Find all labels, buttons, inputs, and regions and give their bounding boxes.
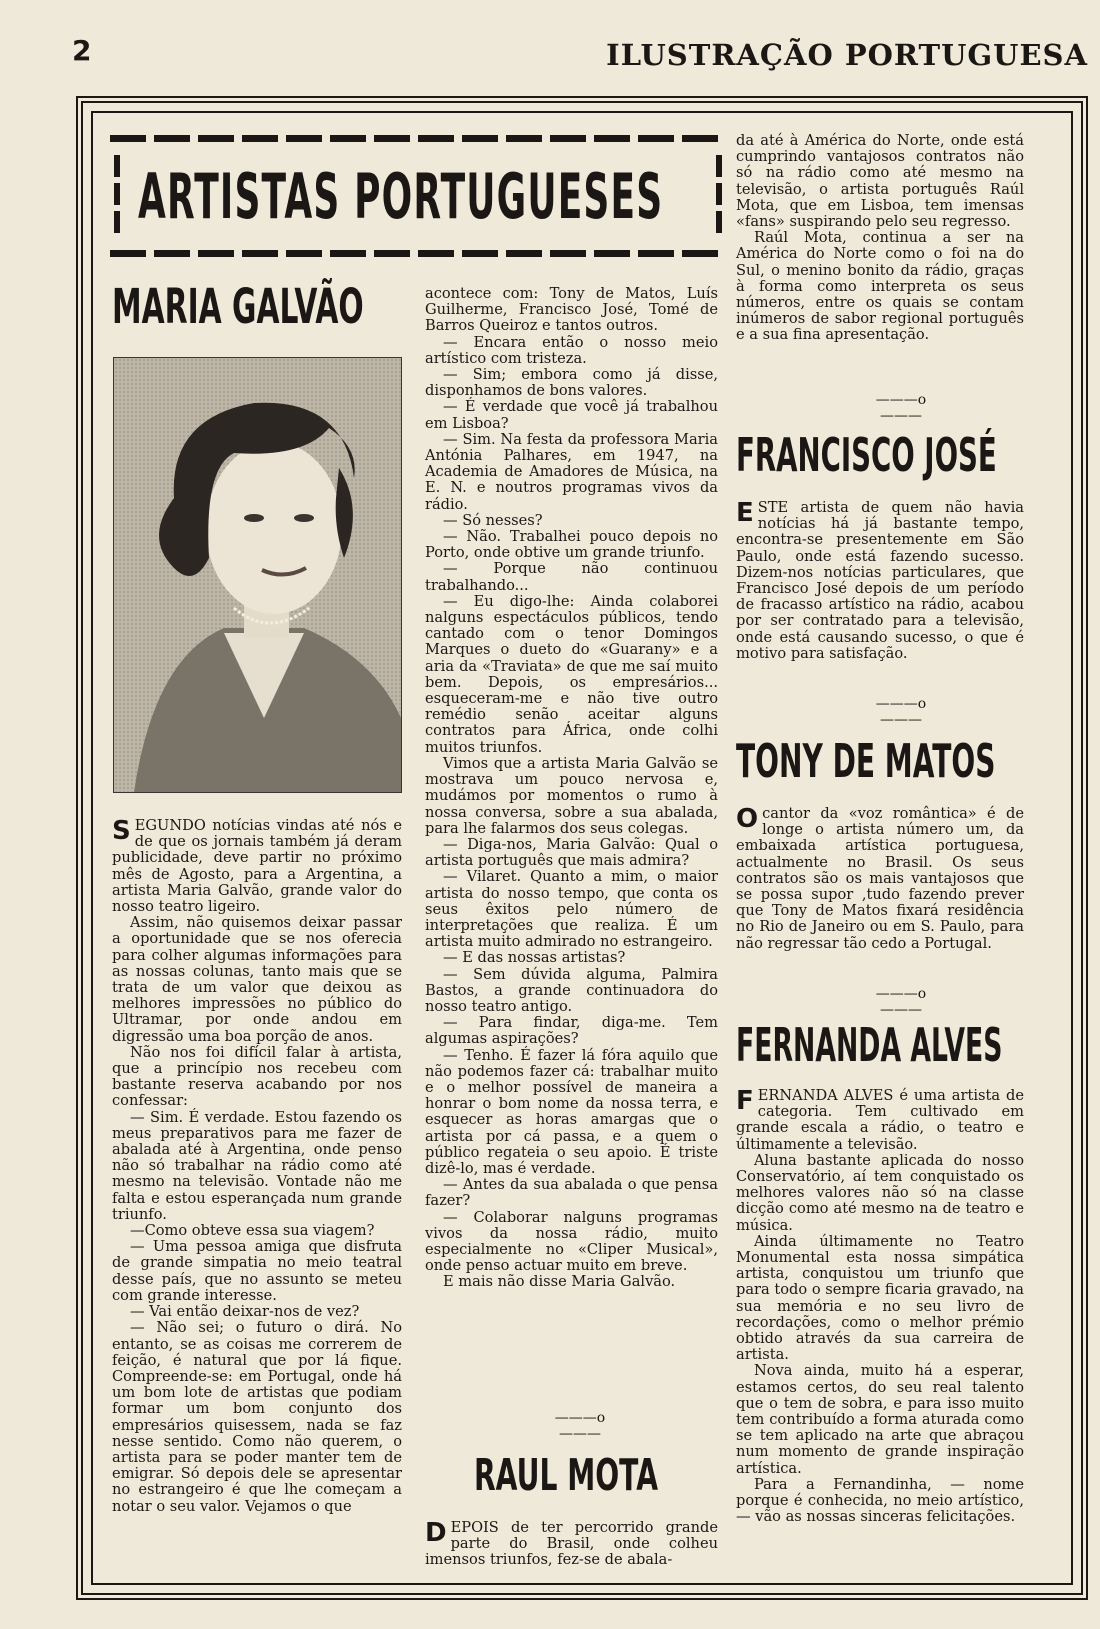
banner-bottom-rule xyxy=(110,250,726,257)
portrait-photo xyxy=(113,357,402,793)
maria-paragraph: — Para findar, diga-me. Tem algumas aspirações? xyxy=(425,1014,718,1048)
paragraph-text: EGUNDO notícias vindas até nós e de que os jornais também já deram publicidade, deve partir no próximo mês de Agosto, para a Argentina, a artista Maria Galvão, grande valor do nosso teatro ligeiro. xyxy=(112,817,402,916)
column-2 xyxy=(425,286,718,1291)
headline-maria-galvao: MARIA GALVÃO xyxy=(112,279,364,335)
banner-top-rule xyxy=(110,135,726,142)
fernanda-paragraph: Ainda últimamente no Teatro Monumental esta nossa simpática artista, conquistou um triunfo que para todo o sempre ficaria gravado, na sua memória e no seu livro de recordações, como o melhor prémio obtido através da sua carreira de artista. xyxy=(736,1232,1024,1364)
banner-left-rule xyxy=(114,155,120,239)
maria-paragraph: — Antes da sua abalada o que pensa fazer? xyxy=(425,1176,718,1210)
raul-paragraph: Raúl Mota, continua a ser na América do Norte como o foi na do Sul, o menino bonito da rádio, graças à forma como interpreta os seus números, entre os quais se contam inúmeros de sabor regional português e a sua fina apresentação. xyxy=(736,229,1024,344)
section-banner xyxy=(110,135,726,257)
maria-paragraph: — Sim. Na festa da professora Maria Antónia Palhares, em 1947, na Academia de Amadores de Música, na E. N. e noutros programas vivos da rádio. xyxy=(425,430,718,513)
maria-paragraph: —Como obteve essa sua viagem? xyxy=(130,1222,375,1240)
fernanda-paragraph: Para a Fernandinha, — nome porque é conhecida, no meio artístico, — vão as nossas sinceras felicitações. xyxy=(736,1475,1024,1526)
maria-paragraph: — Encara então o nosso meio artístico com tristeza. xyxy=(425,333,718,367)
maria-paragraph: — Não. Trabalhei pouco depois no Porto, onde obtive um grande triunfo. xyxy=(425,528,718,562)
maria-paragraph: Vimos que a artista Maria Galvão se mostrava um pouco nervosa e, mudámos por momentos o rumo à nossa conversa, sobre a sua abalada, para lhe falarmos dos seus colegas. xyxy=(425,754,718,837)
francisco-text xyxy=(736,500,1024,662)
page-number: 2 xyxy=(72,34,92,67)
maria-paragraph: — É verdade que você já trabalhou em Lisboa? xyxy=(425,398,718,432)
separator: ———o——— xyxy=(875,696,927,728)
maria-paragraph: Não nos foi difícil falar à artista, que a princípio nos recebeu com bastante reserva acabando por nos confessar: xyxy=(112,1043,402,1110)
maria-paragraph xyxy=(112,818,402,915)
fernanda-paragraph: Aluna bastante aplicada do nosso Conservatório, aí tem conquistado os melhores valores não só na classe dicção como até mesmo na de teatro e música. xyxy=(736,1151,1024,1234)
column-3 xyxy=(736,133,1024,344)
portrait-illustration xyxy=(114,358,401,792)
maria-paragraph: — Só nesses? xyxy=(443,511,543,529)
maria-paragraph: — Diga-nos, Maria Galvão: Qual o artista português que mais admira? xyxy=(425,835,718,870)
column-1 xyxy=(112,818,402,1515)
maria-paragraph: — Sem dúvida alguma, Palmira Bastos, a grande continuadora do nosso teatro antigo. xyxy=(425,965,718,1015)
drop-cap: S xyxy=(112,816,131,846)
headline-tony-de-matos: TONY DE MATOS xyxy=(736,734,996,788)
raul-intro xyxy=(425,1520,718,1569)
maria-paragraph: — Não sei; o futuro o dirá. No entanto, se as coisas me correrem de feição, é natural que por lá fique. Compreende-se: em Portugal, onde há um bom lote de artistas que podiam formar um bom conjunto dos empresários quisessem, nada se faz nesse sentido. Como não querem, o artista para se poder manter tem de emigrar. Só depois dele se apresentar no estrangeiro é que lhe começam a notar o seu valor. Vejamos o que xyxy=(112,1319,402,1515)
maria-paragraph: — Sim; embora como já disse, disponhamos de bons valores. xyxy=(425,366,718,400)
banner-title: ARTISTAS PORTUGUESES xyxy=(138,160,664,233)
maria-paragraph: — Colaborar nalguns programas vivos da nossa rádio, muito especialmente no «Cliper Musical», onde penso actuar muito em breve. xyxy=(425,1208,718,1275)
paragraph-text: EPOIS de ter percorrido grande parte do Brasil, onde colheu imensos triunfos, fez-se de abala- xyxy=(425,1519,718,1569)
tony-paragraph xyxy=(736,806,1024,952)
headline-francisco-jose: FRANCISCO JOSÉ xyxy=(736,428,997,482)
separator: ———o——— xyxy=(875,392,927,424)
drop-cap: F xyxy=(736,1086,754,1116)
maria-paragraph: acontece com: Tony de Matos, Luís Guilherme, Francisco José, Tomé de Barros Queiroz e tantos outros. xyxy=(425,285,718,335)
maria-paragraph: — Porque não continuou trabalhando... xyxy=(425,560,718,594)
paragraph-text: STE artista de quem não havia notícias há já bastante tempo, encontra-se presentemente em São Paulo, onde está fazendo sucesso. Dizem-nos notícias particulares, que Francisco José depois de um período de fracasso artístico na rádio, acabou por ser contratado para a televisão, onde está causando sucesso, o que é motivo para satisfação. xyxy=(736,499,1024,662)
separator: ———o——— xyxy=(554,1410,606,1442)
separator: ———o——— xyxy=(875,986,927,1018)
drop-cap: E xyxy=(736,498,754,528)
maria-paragraph: — Eu digo-lhe: Ainda colaborei nalguns espectáculos públicos, tendo cantado com o tenor Domingos Marques o dueto do «Guarany» e a aria da «Traviata» de que me saí muito bem. Depois, os empresários... esqueceram-me e não tive outro remédio senão aceitar alguns contratos para África, onde colhi muitos triunfos. xyxy=(425,592,718,756)
maria-paragraph: — Sim. É verdade. Estou fazendo os meus preparativos para me fazer de abalada até à Argentina, onde penso não só trabalhar na rádio como até mesmo na televisão. Vontade não me falta e estou esperançada num grande triunfo. xyxy=(112,1108,402,1223)
headline-fernanda-alves: FERNANDA ALVES xyxy=(736,1018,1003,1072)
running-header xyxy=(0,34,1100,74)
drop-cap: D xyxy=(425,1518,447,1548)
maria-paragraph: — Tenho. É fazer lá fóra aquilo que não podemos fazer cá: trabalhar muito e o melhor possível de maneira a honrar o bom nome da nossa terra, e esquecer as horas amargas que o artista por cá passa, e a quem o público regateia o seu apoio. É triste dizê-lo, mas é verdade. xyxy=(425,1046,718,1177)
paragraph-text: ERNANDA ALVES é uma artista de categoria. Tem cultivado em grande escala a rádio, o teatro e últimamente a televisão. xyxy=(736,1087,1024,1153)
banner-right-rule xyxy=(716,155,722,239)
francisco-paragraph xyxy=(736,500,1024,662)
drop-cap: O xyxy=(736,804,759,834)
fernanda-paragraph xyxy=(736,1088,1024,1153)
raul-paragraph: da até à América do Norte, onde está cumprindo vantajosos contratos não só na rádio como até mesmo na televisão, o artista português Raúl Mota, que em Lisboa, tem imensas «fans» suspirando pelo seu regresso. xyxy=(736,132,1024,231)
maria-paragraph: — E das nossas artistas? xyxy=(443,949,626,967)
paragraph-text: cantor da «voz romântica» é de longe o artista número um, da embaixada artística portuguesa, actualmente no Brasil. Os seus contratos são os mais vantajosos que se possa supor ,tudo fazendo prever que Tony de Matos fixará residência no Rio de Janeiro ou em S. Paulo, para não regressar tão cedo a Portugal. xyxy=(736,805,1024,952)
tony-text xyxy=(736,806,1024,952)
maria-paragraph: — Uma pessoa amiga que disfruta de grande simpatia no meio teatral desse país, que no assunto se meteu com grande interesse. xyxy=(112,1238,402,1304)
maria-paragraph: — Vai então deixar-nos de vez? xyxy=(130,1303,360,1321)
headline-raul-mota: RAUL MOTA xyxy=(474,1450,659,1501)
fernanda-text xyxy=(736,1088,1024,1525)
magazine-title: ILUSTRAÇÃO PORTUGUESA xyxy=(606,38,1088,72)
maria-paragraph: — Vilaret. Quanto a mim, o maior artista do nosso tempo, que conta os seus êxitos pelo número de interpretações que realiza. É um artista muito admirado no estrangeiro. xyxy=(425,868,718,951)
raul-paragraph xyxy=(425,1520,718,1569)
maria-paragraph: E mais não disse Maria Galvão. xyxy=(443,1273,676,1291)
fernanda-paragraph: Nova ainda, muito há a esperar, estamos certos, do seu real talento que o tem de sobra, e para isso muito tem contribuído a forma aturada como se tem aplicado na arte que abraçou num momento de grande inspiração artística. xyxy=(736,1362,1024,1477)
maria-paragraph: Assim, não quisemos deixar passar a oportunidade que se nos oferecia para colher algumas informações para as nossas colunas, tanto mais que se trata de um valor que deixou as melhores impressões no público do Ultramar, por onde andou em digressão uma boa porção de anos. xyxy=(112,914,402,1045)
